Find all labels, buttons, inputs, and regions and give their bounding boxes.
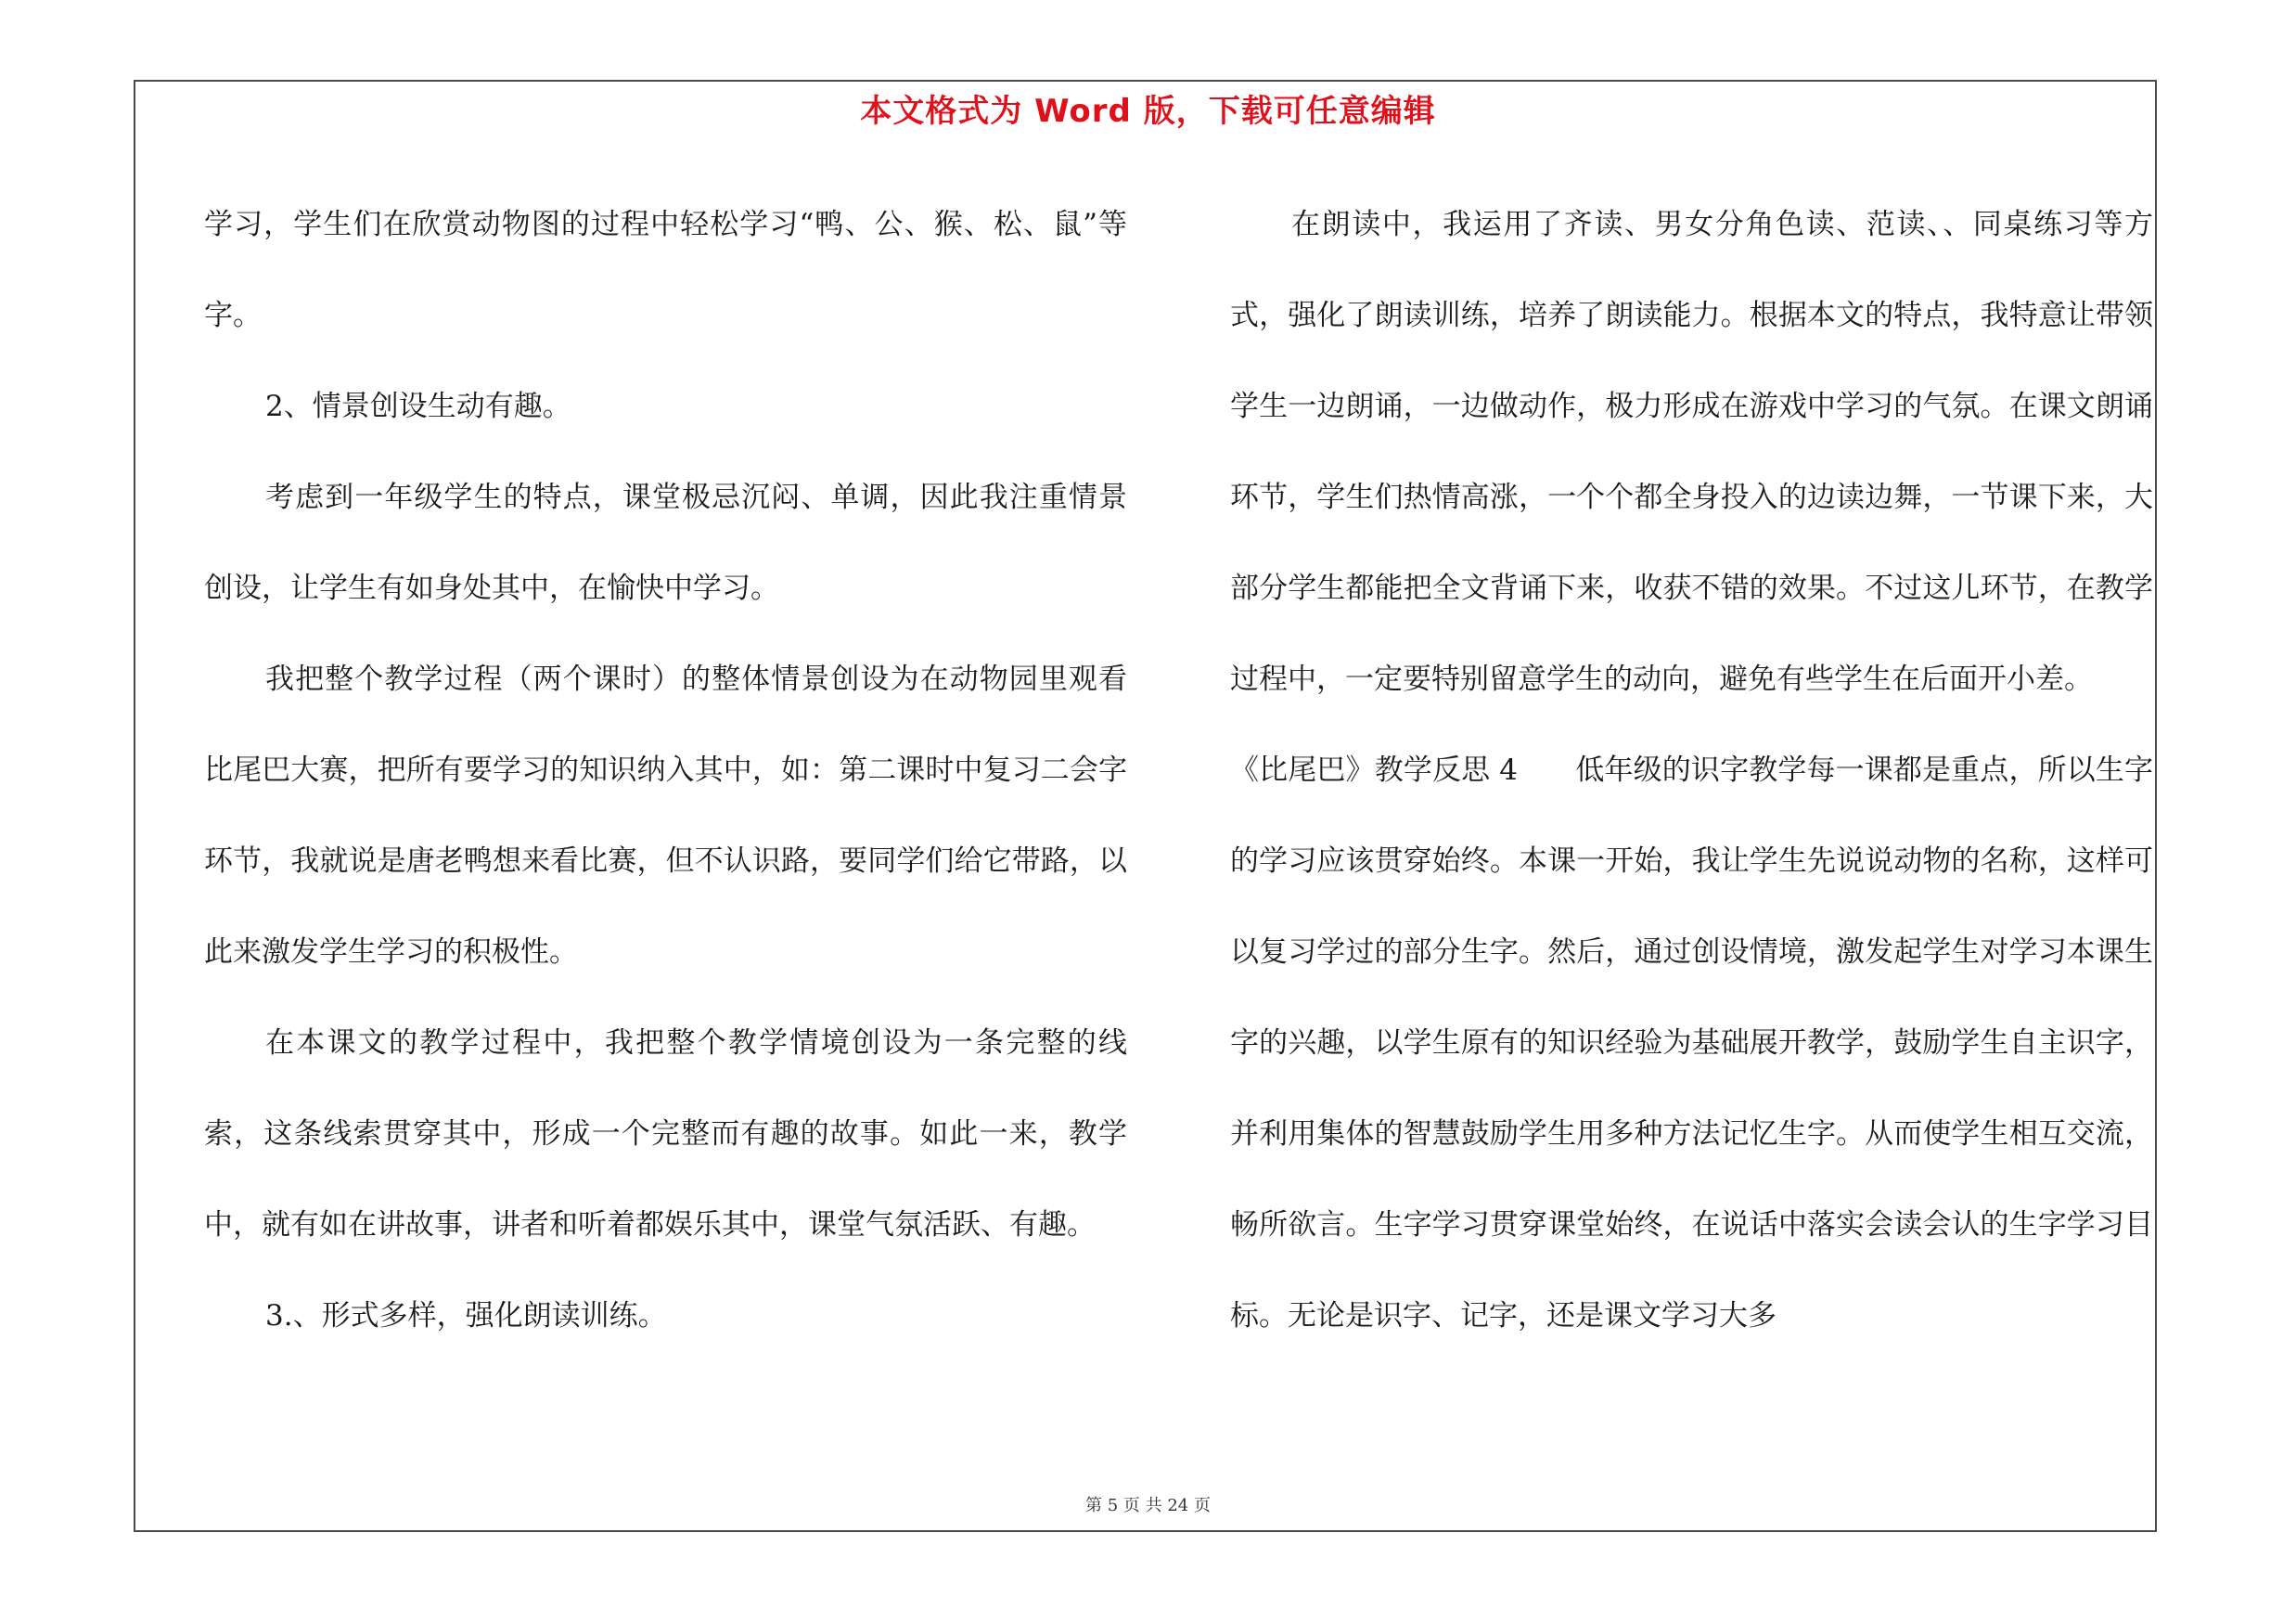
- paragraph: 学习，学生们在欣赏动物图的过程中轻松学习“鸭、公、猴、松、鼠”等字。: [204, 208, 1127, 332]
- paragraph: 《比尾巴》教学反思 4 低年级的识字教学每一课都是重点，所以生字的学习应该贯穿始终。本课一开始，我让学生先说说动物的名称，这样可以复习学过的部分生字。然后，通过创设情境，激发起学生对学习本课生字的兴趣，以学生原有的知识经验为基础展开教学，鼓励学生自主识字，并利用集体的智慧鼓励学生用多种方法记忆生字。从而使学生相互交流，畅所欲言。生字学习贯穿课堂始终，在说话中落实会读会认的生字学习目标。无论是识字、记字，还是课文学习大多: [1230, 754, 2153, 1333]
- paragraph: 我把整个教学过程（两个课时）的整体情景创设为在动物园里观看比尾巴大赛，把所有要学习的知识纳入其中，如：第二课时中复习二会字环节，我就说是唐老鸭想来看比赛，但不认识路，要同学们给它带路，以此来激发学生学习的积极性。: [204, 663, 1127, 969]
- page-number: 第 5 页 共 24 页: [1085, 1496, 1211, 1515]
- left-column: [204, 179, 1127, 1361]
- paragraph: 3.、形式多样，强化朗读训练。: [265, 1299, 667, 1333]
- paragraph: 2、情景创设生动有趣。: [265, 390, 571, 423]
- paragraph: 在朗读中，我运用了齐读、男女分角色读、范读、、同桌练习等方式，强化了朗读训练，培养了朗读能力。根据本文的特点，我特意让带领学生一边朗诵，一边做动作，极力形成在游戏中学习的气氛。在课文朗诵环节，学生们热情高涨，一个个都全身投入的边读边舞，一节课下来，大部分学生都能把全文背诵下来，收获不错的效果。不过这儿环节，在教学过程中，一定要特别留意学生的动向，避免有些学生在后面开小差。: [1230, 208, 2153, 696]
- page-banner: 本文格式为 Word 版，下载可任意编辑: [860, 93, 1436, 130]
- right-column: [1230, 179, 2153, 1361]
- paragraph: 在本课文的教学过程中，我把整个教学情境创设为一条完整的线索，这条线索贯穿其中，形成一个完整而有趣的故事。如此一来，教学中，就有如在讲故事，讲者和听着都娱乐其中，课堂气氛活跃、有趣。: [204, 1026, 1127, 1242]
- paragraph: 考虑到一年级学生的特点，课堂极忌沉闷、单调，因此我注重情景创设，让学生有如身处其中，在愉快中学习。: [204, 481, 1127, 605]
